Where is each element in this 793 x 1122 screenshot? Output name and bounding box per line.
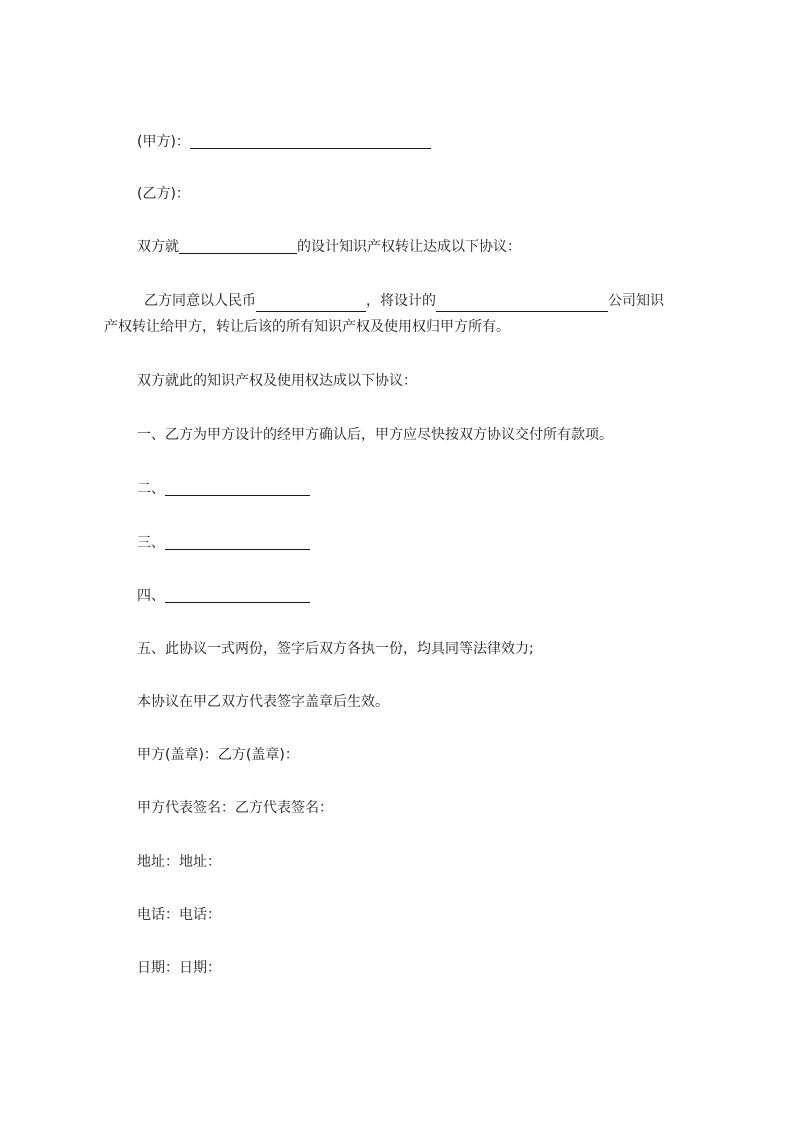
amount-blank[interactable] xyxy=(256,288,366,314)
clause-four xyxy=(137,587,310,605)
clause-one-text: 一、乙方为甲方设计的经甲方确认后，甲方应尽快按双方协议交付所有款项。 xyxy=(137,427,613,443)
intro-suffix: 的设计知识产权转让达成以下协议： xyxy=(297,239,521,255)
party-a-line xyxy=(137,133,431,151)
phone-text: 电话：电话： xyxy=(137,907,221,923)
clause-three xyxy=(137,534,310,552)
transfer-paragraph xyxy=(104,288,704,340)
seal-line xyxy=(137,746,299,764)
effective-text: 本协议在甲乙双方代表签字盖章后生效。 xyxy=(137,694,389,710)
party-b-line xyxy=(137,185,190,203)
address-line xyxy=(137,853,221,871)
rep-signature-text: 甲方代表签名：乙方代表签名： xyxy=(137,800,333,816)
effective-line xyxy=(137,693,389,711)
transfer-part4: 产权转让给甲方，转让后该的所有知识产权及使用权归甲方所有。 xyxy=(104,319,510,335)
intro-line xyxy=(137,238,521,256)
rep-signature-line xyxy=(137,799,333,817)
phone-line xyxy=(137,906,221,924)
clause-four-blank[interactable] xyxy=(165,587,310,605)
project-blank[interactable] xyxy=(179,238,297,256)
transfer-part1: 乙方同意以人民币 xyxy=(144,293,256,309)
clause-two-blank[interactable] xyxy=(165,480,310,498)
transfer-part2: ，将设计的 xyxy=(366,293,436,309)
party-a-label: (甲方)： xyxy=(137,134,190,150)
party-a-blank[interactable] xyxy=(190,133,431,151)
date-text: 日期：日期： xyxy=(137,960,221,976)
clause-five xyxy=(137,640,534,658)
clause-four-label: 四、 xyxy=(137,588,165,604)
seal-text: 甲方(盖章)：乙方(盖章)： xyxy=(137,747,299,763)
date-line xyxy=(137,959,221,977)
clause-three-label: 三、 xyxy=(137,535,165,551)
agreement-lead-text: 双方就此的知识产权及使用权达成以下协议： xyxy=(137,373,417,389)
agreement-lead xyxy=(137,372,417,390)
address-text: 地址：地址： xyxy=(137,854,221,870)
party-b-label: (乙方)： xyxy=(137,186,190,202)
transfer-part3: 公司知识 xyxy=(608,293,664,309)
clause-five-text: 五、此协议一式两份，签字后双方各执一份，均具同等法律效力; xyxy=(137,641,534,657)
company-blank[interactable] xyxy=(436,288,608,314)
clause-two xyxy=(137,480,310,498)
clause-one xyxy=(137,426,613,444)
intro-prefix: 双方就 xyxy=(137,239,179,255)
clause-two-label: 二、 xyxy=(137,481,165,497)
clause-three-blank[interactable] xyxy=(165,534,310,552)
